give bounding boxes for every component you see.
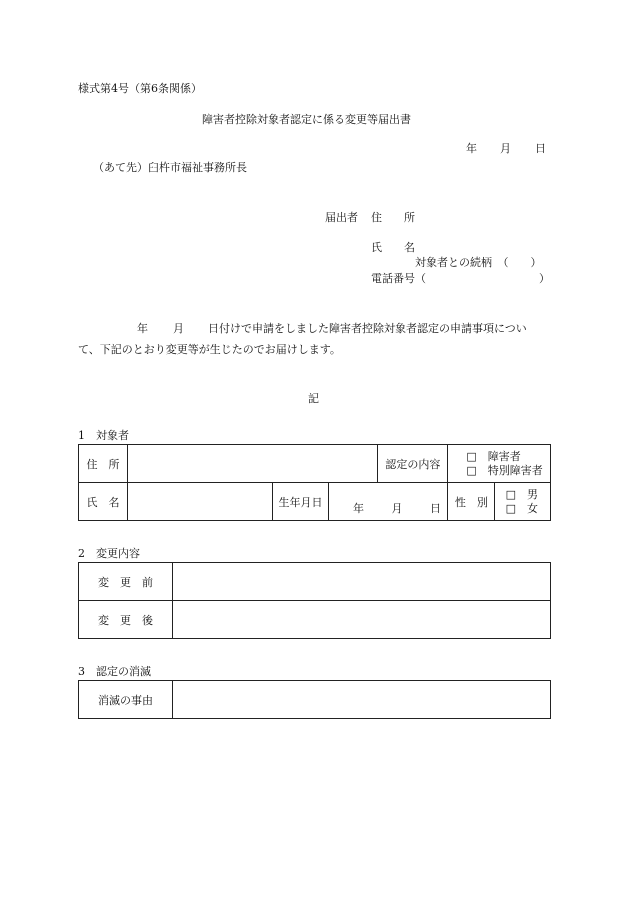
date-year: 年 xyxy=(466,142,477,155)
applicant-address-label: 住 所 xyxy=(371,211,415,224)
applicant-name-label: 氏 名 xyxy=(371,241,415,254)
date-day: 日 xyxy=(535,142,546,155)
form-number: 様式第4号（第6条関係） xyxy=(78,82,202,95)
birthdate-label: 生年月日 xyxy=(278,495,323,509)
cert-cancellation-table xyxy=(78,680,551,719)
body-line1: 日付けで申請をしました障害者控除対象者認定の申請事項につい xyxy=(208,322,527,335)
after-label-cell xyxy=(79,601,173,639)
birth-month: 月 xyxy=(391,502,403,515)
phone-close: ） xyxy=(539,272,550,285)
relationship-label: 対象者との続柄 （ ） xyxy=(415,256,542,269)
section2-heading: 2 変更内容 xyxy=(78,547,140,560)
sex-label-cell xyxy=(448,483,495,521)
change-after-field[interactable] xyxy=(173,601,551,639)
before-label-cell xyxy=(79,563,173,601)
cert-options-cell xyxy=(448,445,551,483)
target-address-label: 住 所 xyxy=(86,457,120,471)
section1-heading: 1 対象者 xyxy=(78,429,129,442)
addressee: （あて先）臼杵市福祉事務所長 xyxy=(93,161,247,174)
body-month: 月 xyxy=(173,322,184,335)
reason-label-cell xyxy=(79,681,173,719)
checkbox-female[interactable]: □ 女 xyxy=(505,501,538,515)
checkbox-male[interactable]: □ 男 xyxy=(505,487,538,501)
body-line2: て、下記のとおり変更等が生じたのでお届けします。 xyxy=(78,343,341,356)
target-person-table xyxy=(78,444,551,521)
change-before-field[interactable] xyxy=(173,563,551,601)
body-year: 年 xyxy=(137,322,148,335)
birthdate-field[interactable] xyxy=(329,483,448,521)
cancellation-reason-field[interactable] xyxy=(173,681,551,719)
cancellation-reason-label: 消滅の事由 xyxy=(98,693,153,707)
document-title: 障害者控除対象者認定に係る変更等届出書 xyxy=(202,113,411,126)
target-name-field[interactable] xyxy=(128,483,273,521)
birthdate-label-cell xyxy=(273,483,329,521)
target-address-field[interactable] xyxy=(128,445,378,483)
target-name-label: 氏 名 xyxy=(86,495,120,509)
applicant-label: 届出者 xyxy=(325,211,358,224)
change-before-label: 変 更 前 xyxy=(98,575,153,589)
birth-year: 年 xyxy=(353,502,364,515)
date-month: 月 xyxy=(500,142,511,155)
birth-day: 日 xyxy=(430,502,441,515)
checkbox-disabled-person[interactable]: □ 障害者 xyxy=(466,449,521,463)
cert-content-label-cell xyxy=(378,445,448,483)
phone-label: 電話番号（ xyxy=(371,272,426,285)
sex-options-cell xyxy=(495,483,551,521)
change-content-table xyxy=(78,562,551,639)
cert-content-label: 認定の内容 xyxy=(385,457,441,471)
name-label-cell xyxy=(79,483,128,521)
section3-heading: 3 認定の消滅 xyxy=(78,665,151,678)
address-label-cell xyxy=(79,445,128,483)
change-after-label: 変 更 後 xyxy=(98,613,153,627)
ki-heading: 記 xyxy=(308,392,319,405)
checkbox-special-disabled-person[interactable]: □ 特別障害者 xyxy=(466,463,543,477)
sex-label: 性 別 xyxy=(454,495,488,509)
